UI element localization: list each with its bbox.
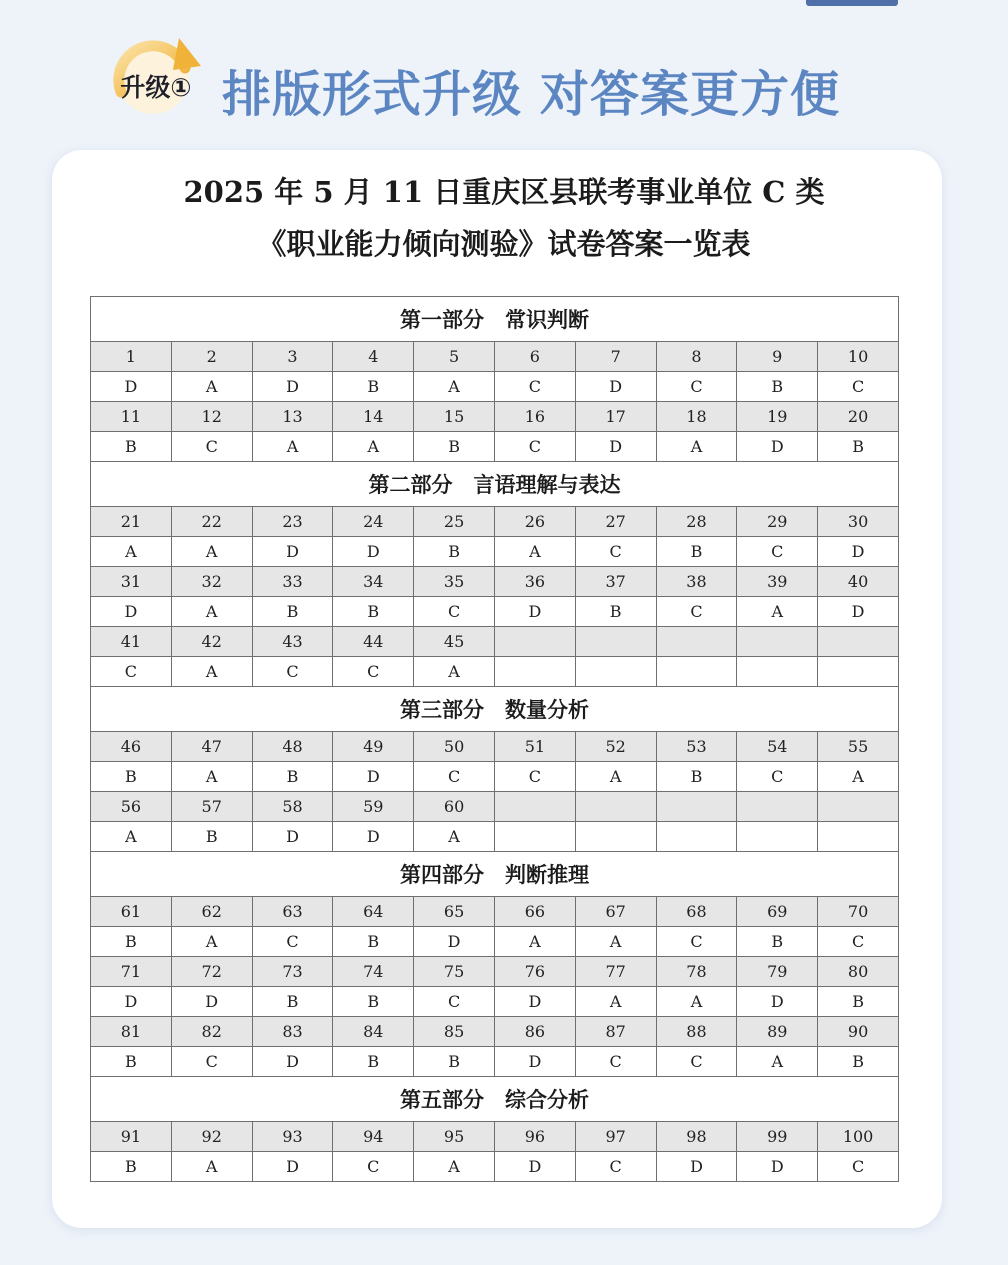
question-number-cell: 58 bbox=[252, 792, 333, 822]
answer-cell: D bbox=[494, 987, 575, 1017]
question-number-cell: 18 bbox=[656, 402, 737, 432]
question-number-cell: 66 bbox=[494, 897, 575, 927]
question-number-cell: 24 bbox=[333, 507, 414, 537]
answer-row bbox=[91, 432, 899, 462]
question-number-cell: 74 bbox=[333, 957, 414, 987]
question-number-cell: 83 bbox=[252, 1017, 333, 1047]
section-header-row bbox=[91, 687, 899, 732]
question-number-row bbox=[91, 1017, 899, 1047]
question-number-cell: 5 bbox=[414, 342, 495, 372]
question-number-cell: 17 bbox=[575, 402, 656, 432]
answer-cell bbox=[575, 657, 656, 687]
answer-cell: B bbox=[252, 987, 333, 1017]
answer-cell: B bbox=[333, 597, 414, 627]
answer-cell: D bbox=[252, 822, 333, 852]
answer-cell: A bbox=[171, 372, 252, 402]
question-number-cell: 67 bbox=[575, 897, 656, 927]
question-number-cell: 79 bbox=[737, 957, 818, 987]
answer-cell bbox=[494, 822, 575, 852]
question-number-cell: 70 bbox=[818, 897, 899, 927]
answer-cell: A bbox=[737, 1047, 818, 1077]
question-number-cell: 47 bbox=[171, 732, 252, 762]
answer-cell bbox=[575, 822, 656, 852]
answer-cell: A bbox=[91, 822, 172, 852]
section-header-row bbox=[91, 462, 899, 507]
question-number-row bbox=[91, 402, 899, 432]
question-number-row bbox=[91, 792, 899, 822]
answer-cell: A bbox=[575, 987, 656, 1017]
answer-cell bbox=[494, 657, 575, 687]
question-number-cell bbox=[818, 627, 899, 657]
answer-cell: A bbox=[171, 762, 252, 792]
question-number-cell: 85 bbox=[414, 1017, 495, 1047]
answer-cell: B bbox=[333, 372, 414, 402]
question-number-cell: 75 bbox=[414, 957, 495, 987]
answer-row bbox=[91, 537, 899, 567]
answer-cell: D bbox=[252, 537, 333, 567]
answer-cell: C bbox=[414, 987, 495, 1017]
answer-cell: D bbox=[575, 372, 656, 402]
question-number-cell: 44 bbox=[333, 627, 414, 657]
question-number-cell: 49 bbox=[333, 732, 414, 762]
answer-cell: C bbox=[656, 1047, 737, 1077]
answer-cell bbox=[656, 657, 737, 687]
answer-cell: D bbox=[575, 432, 656, 462]
answer-cell: B bbox=[252, 762, 333, 792]
question-number-cell: 87 bbox=[575, 1017, 656, 1047]
question-number-cell: 9 bbox=[737, 342, 818, 372]
question-number-cell: 68 bbox=[656, 897, 737, 927]
answer-cell: A bbox=[414, 657, 495, 687]
question-number-cell: 62 bbox=[171, 897, 252, 927]
answer-cell: D bbox=[494, 597, 575, 627]
question-number-cell: 12 bbox=[171, 402, 252, 432]
answer-cell: A bbox=[171, 927, 252, 957]
section-header-row bbox=[91, 852, 899, 897]
answer-cell: C bbox=[818, 927, 899, 957]
answer-cell: D bbox=[333, 822, 414, 852]
answer-cell: A bbox=[171, 597, 252, 627]
answer-cell: C bbox=[252, 927, 333, 957]
question-number-cell: 69 bbox=[737, 897, 818, 927]
question-number-cell: 78 bbox=[656, 957, 737, 987]
answer-cell: B bbox=[818, 987, 899, 1017]
question-number-cell: 6 bbox=[494, 342, 575, 372]
answer-cell: D bbox=[414, 927, 495, 957]
question-number-cell: 26 bbox=[494, 507, 575, 537]
question-number-cell: 32 bbox=[171, 567, 252, 597]
question-number-cell: 14 bbox=[333, 402, 414, 432]
answer-cell: C bbox=[656, 927, 737, 957]
answer-row bbox=[91, 1047, 899, 1077]
question-number-cell: 63 bbox=[252, 897, 333, 927]
question-number-cell: 76 bbox=[494, 957, 575, 987]
answer-cell: C bbox=[414, 597, 495, 627]
answer-row bbox=[91, 597, 899, 627]
answer-cell: C bbox=[818, 372, 899, 402]
question-number-cell: 57 bbox=[171, 792, 252, 822]
badge-label: 升级① bbox=[120, 73, 192, 102]
answer-cell: D bbox=[737, 987, 818, 1017]
question-number-cell: 41 bbox=[91, 627, 172, 657]
question-number-cell: 31 bbox=[91, 567, 172, 597]
question-number-cell: 7 bbox=[575, 342, 656, 372]
answer-cell: C bbox=[333, 1152, 414, 1182]
question-number-cell bbox=[737, 792, 818, 822]
question-number-cell: 93 bbox=[252, 1122, 333, 1152]
answer-cell: B bbox=[333, 927, 414, 957]
question-number-cell: 97 bbox=[575, 1122, 656, 1152]
answer-cell: C bbox=[414, 762, 495, 792]
answer-cell: C bbox=[494, 372, 575, 402]
answer-cell: B bbox=[91, 927, 172, 957]
answer-cell: A bbox=[414, 1152, 495, 1182]
question-number-cell: 30 bbox=[818, 507, 899, 537]
question-number-cell: 95 bbox=[414, 1122, 495, 1152]
answer-cell: B bbox=[252, 597, 333, 627]
question-number-cell: 86 bbox=[494, 1017, 575, 1047]
answer-cell: C bbox=[333, 657, 414, 687]
answer-row bbox=[91, 1152, 899, 1182]
question-number-row bbox=[91, 567, 899, 597]
answer-cell: D bbox=[91, 372, 172, 402]
question-number-cell: 22 bbox=[171, 507, 252, 537]
answer-row bbox=[91, 927, 899, 957]
answer-cell: D bbox=[737, 1152, 818, 1182]
answer-row bbox=[91, 822, 899, 852]
answer-row bbox=[91, 762, 899, 792]
answer-cell: C bbox=[494, 432, 575, 462]
answer-cell: C bbox=[252, 657, 333, 687]
question-number-cell: 80 bbox=[818, 957, 899, 987]
question-number-cell: 38 bbox=[656, 567, 737, 597]
question-number-cell: 35 bbox=[414, 567, 495, 597]
question-number-cell: 43 bbox=[252, 627, 333, 657]
upgrade-badge bbox=[95, 32, 207, 116]
answer-cell: D bbox=[252, 372, 333, 402]
answer-cell: C bbox=[737, 537, 818, 567]
question-number-cell: 96 bbox=[494, 1122, 575, 1152]
question-number-cell: 1 bbox=[91, 342, 172, 372]
question-number-row bbox=[91, 732, 899, 762]
question-number-cell: 45 bbox=[414, 627, 495, 657]
answer-cell: C bbox=[656, 372, 737, 402]
question-number-cell: 48 bbox=[252, 732, 333, 762]
question-number-cell: 46 bbox=[91, 732, 172, 762]
answer-cell: D bbox=[818, 537, 899, 567]
answer-cell: C bbox=[737, 762, 818, 792]
answer-cell: B bbox=[737, 372, 818, 402]
question-number-cell: 21 bbox=[91, 507, 172, 537]
question-number-cell: 10 bbox=[818, 342, 899, 372]
question-number-cell: 3 bbox=[252, 342, 333, 372]
answer-cell: B bbox=[91, 762, 172, 792]
question-number-cell: 36 bbox=[494, 567, 575, 597]
question-number-cell: 42 bbox=[171, 627, 252, 657]
question-number-cell: 51 bbox=[494, 732, 575, 762]
answer-cell: B bbox=[656, 762, 737, 792]
question-number-row bbox=[91, 1122, 899, 1152]
answer-row bbox=[91, 987, 899, 1017]
question-number-cell: 28 bbox=[656, 507, 737, 537]
question-number-row bbox=[91, 957, 899, 987]
answer-cell: D bbox=[656, 1152, 737, 1182]
question-number-cell: 56 bbox=[91, 792, 172, 822]
question-number-cell: 39 bbox=[737, 567, 818, 597]
answer-cell: C bbox=[171, 1047, 252, 1077]
question-number-cell: 53 bbox=[656, 732, 737, 762]
section-title: 第五部分 综合分析 bbox=[91, 1077, 899, 1122]
question-number-cell: 59 bbox=[333, 792, 414, 822]
question-number-cell: 65 bbox=[414, 897, 495, 927]
answer-cell: D bbox=[171, 987, 252, 1017]
question-number-row bbox=[91, 342, 899, 372]
answer-cell: C bbox=[575, 1152, 656, 1182]
answer-cell: A bbox=[171, 1152, 252, 1182]
question-number-cell: 15 bbox=[414, 402, 495, 432]
answer-cell: D bbox=[737, 432, 818, 462]
answer-cell: B bbox=[171, 822, 252, 852]
question-number-cell bbox=[656, 792, 737, 822]
question-number-row bbox=[91, 507, 899, 537]
answer-cell: A bbox=[494, 927, 575, 957]
answer-cell: B bbox=[91, 1152, 172, 1182]
question-number-cell bbox=[575, 627, 656, 657]
question-number-cell: 77 bbox=[575, 957, 656, 987]
question-number-cell: 37 bbox=[575, 567, 656, 597]
answer-cell: C bbox=[818, 1152, 899, 1182]
answer-cell bbox=[656, 822, 737, 852]
question-number-cell: 64 bbox=[333, 897, 414, 927]
answer-cell: D bbox=[91, 987, 172, 1017]
question-number-cell: 73 bbox=[252, 957, 333, 987]
answer-row bbox=[91, 372, 899, 402]
answer-cell: B bbox=[91, 1047, 172, 1077]
section-title: 第一部分 常识判断 bbox=[91, 297, 899, 342]
section-title: 第三部分 数量分析 bbox=[91, 687, 899, 732]
answer-cell: B bbox=[818, 1047, 899, 1077]
question-number-cell: 2 bbox=[171, 342, 252, 372]
answer-cell: D bbox=[494, 1152, 575, 1182]
question-number-cell: 71 bbox=[91, 957, 172, 987]
question-number-cell bbox=[494, 627, 575, 657]
section-header-row bbox=[91, 297, 899, 342]
answer-cell: D bbox=[252, 1047, 333, 1077]
corner-decoration bbox=[806, 0, 898, 6]
page-headline: 排版形式升级 对答案更方便 bbox=[222, 66, 841, 123]
question-number-cell bbox=[575, 792, 656, 822]
section-title: 第二部分 言语理解与表达 bbox=[91, 462, 899, 507]
answer-cell: A bbox=[818, 762, 899, 792]
answer-cell: A bbox=[414, 822, 495, 852]
answer-cell: D bbox=[333, 762, 414, 792]
answer-cell bbox=[818, 822, 899, 852]
question-number-cell: 81 bbox=[91, 1017, 172, 1047]
question-number-cell: 84 bbox=[333, 1017, 414, 1047]
question-number-cell: 25 bbox=[414, 507, 495, 537]
question-number-cell: 60 bbox=[414, 792, 495, 822]
question-number-cell: 52 bbox=[575, 732, 656, 762]
question-number-cell bbox=[737, 627, 818, 657]
answer-cell: A bbox=[494, 537, 575, 567]
document-title-line2: 《职业能力倾向测验》试卷答案一览表 bbox=[257, 227, 751, 261]
answer-cell: C bbox=[575, 1047, 656, 1077]
question-number-cell: 29 bbox=[737, 507, 818, 537]
question-number-cell bbox=[656, 627, 737, 657]
answer-cell: B bbox=[91, 432, 172, 462]
question-number-cell: 19 bbox=[737, 402, 818, 432]
upgrade-header bbox=[0, 10, 1008, 140]
answer-cell: A bbox=[737, 597, 818, 627]
question-number-cell: 54 bbox=[737, 732, 818, 762]
answer-cell: D bbox=[333, 537, 414, 567]
question-number-cell: 82 bbox=[171, 1017, 252, 1047]
question-number-cell: 16 bbox=[494, 402, 575, 432]
question-number-row bbox=[91, 897, 899, 927]
answer-cell: D bbox=[494, 1047, 575, 1077]
answer-cell: C bbox=[91, 657, 172, 687]
answer-cell: A bbox=[575, 927, 656, 957]
question-number-cell bbox=[818, 792, 899, 822]
question-number-cell: 50 bbox=[414, 732, 495, 762]
question-number-cell: 72 bbox=[171, 957, 252, 987]
answer-cell: B bbox=[737, 927, 818, 957]
answer-cell: C bbox=[494, 762, 575, 792]
document-title-line1: 2025 年 5 月 11 日重庆区县联考事业单位 C 类 bbox=[183, 175, 825, 209]
question-number-cell bbox=[494, 792, 575, 822]
question-number-cell: 34 bbox=[333, 567, 414, 597]
answer-cell: D bbox=[252, 1152, 333, 1182]
question-number-cell: 61 bbox=[91, 897, 172, 927]
question-number-cell: 88 bbox=[656, 1017, 737, 1047]
answer-cell bbox=[818, 657, 899, 687]
answer-cell bbox=[737, 657, 818, 687]
answer-cell: A bbox=[656, 987, 737, 1017]
question-number-cell: 23 bbox=[252, 507, 333, 537]
answer-cell: D bbox=[818, 597, 899, 627]
question-number-cell: 13 bbox=[252, 402, 333, 432]
answer-cell: B bbox=[414, 537, 495, 567]
answer-cell: C bbox=[575, 537, 656, 567]
question-number-cell: 55 bbox=[818, 732, 899, 762]
answer-cell: C bbox=[656, 597, 737, 627]
answer-cell: B bbox=[414, 432, 495, 462]
answer-cell: C bbox=[171, 432, 252, 462]
answer-cell: A bbox=[414, 372, 495, 402]
question-number-cell: 8 bbox=[656, 342, 737, 372]
answer-cell: A bbox=[656, 432, 737, 462]
answer-cell: B bbox=[333, 1047, 414, 1077]
answer-row bbox=[91, 657, 899, 687]
question-number-cell: 40 bbox=[818, 567, 899, 597]
answer-cell: A bbox=[333, 432, 414, 462]
question-number-cell: 33 bbox=[252, 567, 333, 597]
question-number-cell: 4 bbox=[333, 342, 414, 372]
answer-cell: A bbox=[252, 432, 333, 462]
question-number-cell: 89 bbox=[737, 1017, 818, 1047]
answer-cell: B bbox=[333, 987, 414, 1017]
question-number-cell: 91 bbox=[91, 1122, 172, 1152]
question-number-cell: 27 bbox=[575, 507, 656, 537]
question-number-cell: 99 bbox=[737, 1122, 818, 1152]
answer-cell: A bbox=[91, 537, 172, 567]
answer-cell: A bbox=[575, 762, 656, 792]
question-number-row bbox=[91, 627, 899, 657]
answer-cell: B bbox=[575, 597, 656, 627]
answer-cell: B bbox=[414, 1047, 495, 1077]
answer-table bbox=[90, 296, 899, 1182]
answer-cell: B bbox=[656, 537, 737, 567]
answer-cell: B bbox=[818, 432, 899, 462]
answer-cell: A bbox=[171, 537, 252, 567]
question-number-cell: 92 bbox=[171, 1122, 252, 1152]
section-title: 第四部分 判断推理 bbox=[91, 852, 899, 897]
question-number-cell: 20 bbox=[818, 402, 899, 432]
answer-cell: D bbox=[91, 597, 172, 627]
question-number-cell: 94 bbox=[333, 1122, 414, 1152]
answer-cell: A bbox=[171, 657, 252, 687]
question-number-cell: 98 bbox=[656, 1122, 737, 1152]
section-header-row bbox=[91, 1077, 899, 1122]
question-number-cell: 11 bbox=[91, 402, 172, 432]
question-number-cell: 90 bbox=[818, 1017, 899, 1047]
question-number-cell: 100 bbox=[818, 1122, 899, 1152]
answer-cell bbox=[737, 822, 818, 852]
